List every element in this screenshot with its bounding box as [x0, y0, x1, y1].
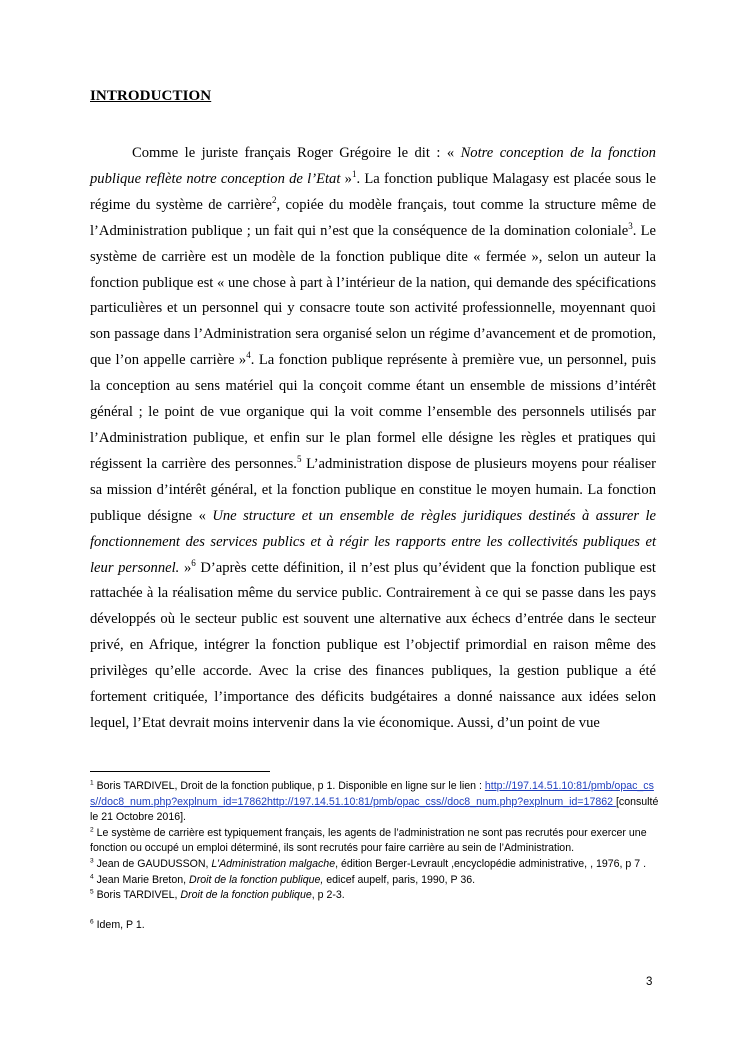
- footnote-text: , édition Berger-Levrault ,encyclopédie administrative, , 1976, p 7 .: [335, 857, 647, 870]
- footnote-text: Boris TARDIVEL,: [93, 889, 181, 902]
- footnote-ref-2[interactable]: 2: [271, 194, 277, 205]
- footnote-ref-3[interactable]: 3: [628, 220, 633, 231]
- section-heading: INTRODUCTION: [90, 88, 212, 104]
- footnote-5: [90, 888, 660, 904]
- text-run: L’administration dispose de plusieurs moyens pour réaliser sa mission d’intérêt général, et la fonction publique en constitue le moyen humain. La fonction publique désigne «: [90, 455, 656, 524]
- body-paragraph: [90, 141, 656, 737]
- footnote-ref-1[interactable]: 1: [351, 169, 357, 180]
- footnote-text: Boris TARDIVEL, Droit de la fonction publique, p 1. Disponible en ligne sur le lien :: [93, 780, 485, 792]
- footnote-number: 1: [90, 779, 94, 787]
- footnote-number: 4: [90, 873, 94, 881]
- footnote-link[interactable]: http://197.14.51.10:81/pmb/opac_css//doc8_num.php?explnum_id=17862http://197.14.51.10:81/pmb/opac_css//doc8_num.php?explnum_id=17862: [90, 780, 654, 808]
- footnote-text: edicef aupelf, paris, 1990, P 36.: [323, 873, 476, 886]
- text-run: . Le système de carrière est un modèle de la fonction publique dite « fermée », selon un auteur la fonction publique est « une chose à part à l’intérieur de la nation, qui demande des spécifications particulières et un personnel qui y consacre toute son activité professionnelle, moyennant quoi son passage dans l’Administration sera organisé selon un régime d’avancement et de promotion, que l’on appelle carrière »: [90, 222, 656, 369]
- footnote-ref-6[interactable]: 6: [191, 557, 196, 568]
- footnote-ref-4[interactable]: 4: [246, 350, 251, 361]
- footnote-separator: [90, 771, 270, 772]
- footnote-text: Jean de GAUDUSSON,: [93, 857, 212, 870]
- footnote-1: [90, 779, 660, 826]
- footnote-ref-5[interactable]: 5: [296, 454, 302, 465]
- footnote-4: [90, 873, 660, 889]
- text-run: »: [179, 559, 192, 576]
- text-run: , copiée du modèle français, tout comme la structure même de l’Administration publique ; un fait qui n’est que la conséquence de la domination coloniale: [90, 196, 656, 239]
- page-number: 3: [646, 976, 653, 988]
- footnote-number: 5: [90, 888, 94, 896]
- footnote-text: Idem, P 1.: [93, 918, 145, 931]
- footnote-number: 6: [90, 918, 94, 926]
- text-run: »: [340, 170, 352, 187]
- quote-italic: Notre conception de la fonction publique reflète notre conception de l’Etat: [90, 145, 656, 187]
- text-run: D’après cette définition, il n’est plus qu’évident que la fonction publique est rattachée à la réalisation même du service public. Contrairement à ce qui se passe dans les pays développés où le secteur public est souvent une alternative aux échecs d’entrée dans le secteur privé, en Afrique, intégrer la fonction publique est l’objectif primordial en raison même des privilèges qu’elle accorde. Avec la crise des finances publiques, la gestion publique a été fortement critiquée, l’importance des déficits budgétaires a donné naissance aux idées selon lequel, l’Etat devrait moins intervenir dans la vie économique. Aussi, d’un point de vue: [90, 559, 656, 731]
- footnotes: [90, 779, 660, 933]
- footnote-text: [consulté le 21 Octobre 2016].: [90, 795, 659, 824]
- footnote-text: , p 2-3.: [311, 889, 345, 902]
- footnote-text: Le système de carrière est typiquement français, les agents de l’administration ne sont pas recrutés pour exercer une fonction ou occupé un emploi déterminé, ils sont recrutés pour faire carrière au sein de l’Administration.: [90, 826, 647, 855]
- footnote-text: Jean Marie Breton,: [93, 873, 190, 886]
- footnote-title: L’Administration malgache: [211, 857, 336, 870]
- footnote-title: Droit de la fonction publique,: [189, 873, 324, 886]
- text-run: Comme le juriste français Roger Grégoire le dit : «: [132, 145, 461, 161]
- text-run: . La fonction publique Malagasy est placée sous le régime du système de carrière: [90, 170, 656, 213]
- footnote-6: [90, 918, 660, 934]
- footnote-number: 2: [90, 826, 94, 834]
- footnote-number: 3: [90, 857, 94, 865]
- footnote-2: [90, 826, 660, 857]
- text-run: . La fonction publique représente à première vue, un personnel, puis la conception au sens matériel qui la conçoit comme étant un ensemble de missions d’intérêt général ; le point de vue organique qui la voit comme l’ensemble des personnels utilisés par l’Administration publique, et enfin sur le plan formel elle désigne les règles et pratiques qui régissent la carrière des personnes.: [90, 352, 656, 472]
- definition-italic: Une structure et un ensemble de règles juridiques destinés à assurer le fonctionnement des services publics et à régir les rapports entre les collectivités publiques et leur personnel.: [90, 507, 656, 576]
- footnote-title: Droit de la fonction publique: [180, 889, 312, 902]
- footnote-3: [90, 857, 660, 873]
